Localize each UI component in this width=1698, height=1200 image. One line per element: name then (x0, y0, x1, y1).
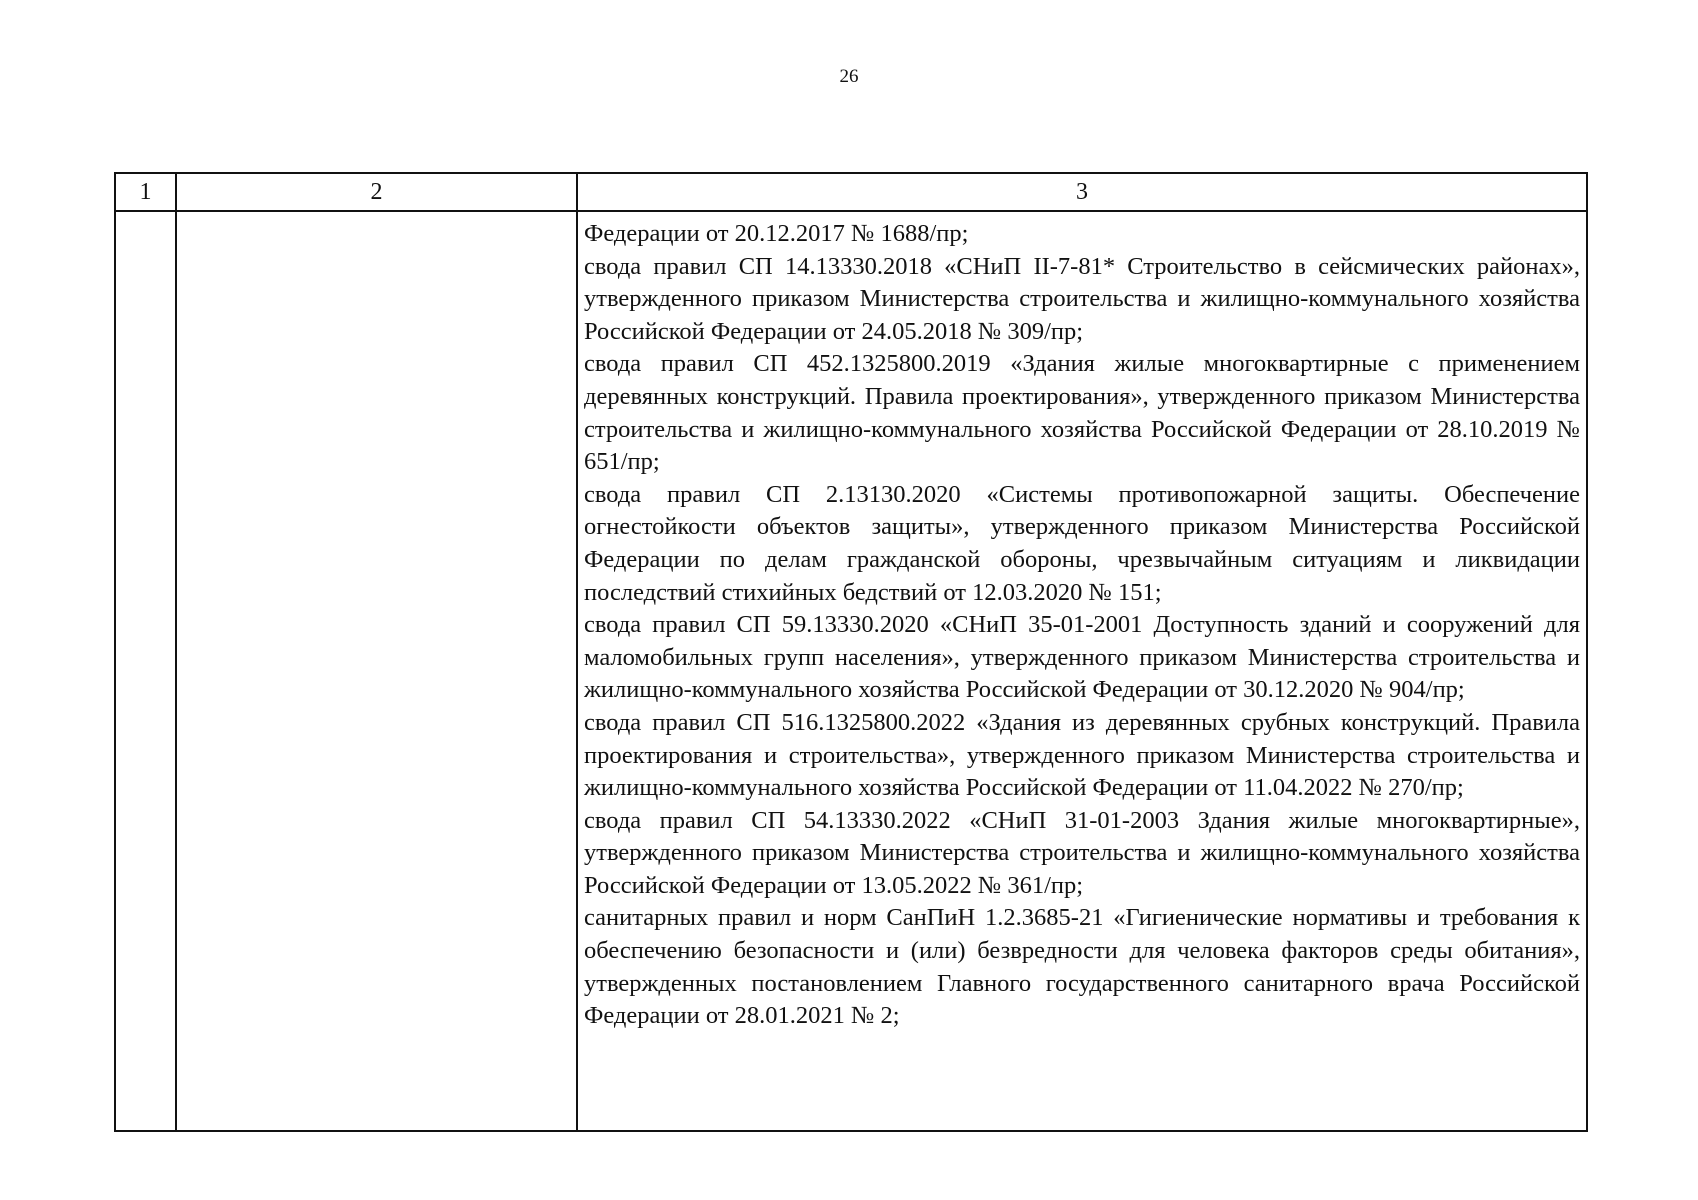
regulation-paragraph: Федерации от 20.12.2017 № 1688/пр; (584, 220, 969, 247)
column-header-1: 1 (115, 173, 176, 211)
cell-name (176, 211, 577, 1131)
regulations-table (114, 172, 1588, 1132)
regulation-paragraph: свода правил СП 54.13330.2022 «СНиП 31-01-2003 Здания жилые многоквартирные», утвержденного приказом Министерства строительства и жилищно-коммунального хозяйства Российской Федерации от 13.05.2022 № 361/пр; (584, 806, 1580, 899)
column-header-2: 2 (176, 173, 577, 211)
page-number: 26 (839, 66, 859, 87)
regulation-paragraph: свода правил СП 59.13330.2020 «СНиП 35-01-2001 Доступность зданий и сооружений для маломобильных групп населения», утвержденного приказом Министерства строительства и жилищно-коммунального хозяйства Российской Федерации от 30.12.2020 № 904/пр; (584, 611, 1580, 704)
table-header-row (115, 173, 1587, 211)
table-row (115, 211, 1587, 1131)
regulation-paragraph: свода правил СП 516.1325800.2022 «Здания из деревянных срубных конструкций. Правила проектирования и строительства», утвержденного приказом Министерства строительства и жилищно-коммунального хозяйства Российской Федерации от 11.04.2022 № 270/пр; (584, 708, 1580, 802)
regulations-list (578, 212, 1586, 1037)
column-header-3: 3 (577, 173, 1587, 211)
regulation-paragraph: свода правил СП 2.13130.2020 «Системы противопожарной защиты. Обеспечение огнестойкости объектов защиты», утвержденного приказом Министерства Российской Федерации по делам гражданской обороны, чрезвычайным ситуациям и ликвидации последствий стихийных бедствий от 12.03.2020 № 151; (584, 480, 1580, 606)
cell-regulations (577, 211, 1587, 1131)
cell-number (115, 211, 176, 1131)
regulation-paragraph: санитарных правил и норм СанПиН 1.2.3685-21 «Гигиенические нормативы и требования к обеспечению безопасности и (или) безвредности для человека факторов среды обитания», утвержденных постановлением Главного государственного санитарного врача Российской Федерации от 28.01.2021 № 2; (584, 904, 1580, 1030)
regulation-paragraph: свода правил СП 14.13330.2018 «СНиП II-7-81* Строительство в сейсмических районах», утвержденного приказом Министерства строительства и жилищно-коммунального хозяйства Российской Федерации от 24.05.2018 № 309/пр; (584, 252, 1580, 345)
regulation-paragraph: свода правил СП 452.1325800.2019 «Здания жилые многоквартирные с применением деревянных конструкций. Правила проектирования», утвержденного приказом Министерства строительства и жилищно-коммунального хозяйства Российской Федерации от 28.10.2019 № 651/пр; (584, 350, 1580, 476)
